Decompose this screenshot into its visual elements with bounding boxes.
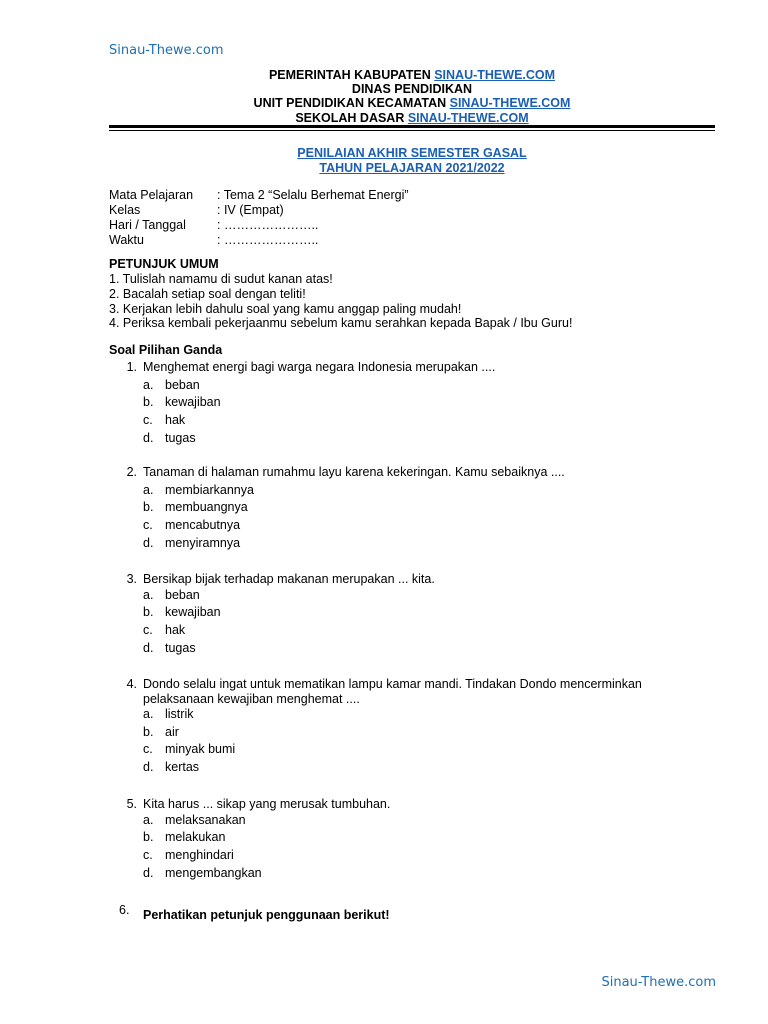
option-text: kertas <box>165 760 200 775</box>
info-value: : ………………….. <box>217 218 319 232</box>
exam-title-block <box>109 146 715 175</box>
option-text: hak <box>165 412 186 427</box>
answer-option <box>109 622 709 640</box>
info-row <box>109 188 409 203</box>
option-text: beban <box>165 377 200 392</box>
instructions-title: PETUNJUK UMUM <box>109 257 219 271</box>
question-number: 4. <box>126 677 137 691</box>
info-label: Waktu <box>109 233 144 247</box>
answer-option <box>109 741 709 759</box>
option-letter: d. <box>143 640 154 655</box>
answer-option <box>109 812 709 830</box>
question-number: 3. <box>126 572 137 586</box>
option-letter: b. <box>143 605 154 620</box>
answer-option <box>109 706 709 724</box>
answer-option <box>109 640 709 658</box>
question-5 <box>109 797 709 882</box>
answer-option <box>109 535 709 553</box>
exam-title: PENILAIAN AKHIR SEMESTER GASAL <box>297 146 527 160</box>
option-letter: b. <box>143 724 154 739</box>
answer-option <box>109 377 709 395</box>
answer-option <box>109 412 709 430</box>
option-letter: c. <box>143 517 153 532</box>
school-header <box>109 68 715 125</box>
option-text: tugas <box>165 640 196 655</box>
header-line1-link[interactable]: SINAU-THEWE.COM <box>434 68 556 82</box>
info-value: : IV (Empat) <box>217 203 284 217</box>
option-text: mencabutnya <box>165 517 241 532</box>
question-text: Kita harus ... sikap yang merusak tumbuhan. <box>143 797 391 811</box>
info-label: Hari / Tanggal <box>109 218 186 232</box>
option-letter: a. <box>143 587 154 602</box>
question-text: Dondo selalu ingat untuk mematikan lampu kamar mandi. Tindakan Dondo mencerminkan pelaksanaan kewajiban menghemat .... <box>143 677 642 706</box>
header-line3-text: UNIT PENDIDIKAN KECAMATAN <box>253 96 450 111</box>
info-value: : ………………….. <box>217 233 319 247</box>
option-text: hak <box>165 622 186 637</box>
instruction-item: 2. Bacalah setiap soal dengan teliti! <box>109 286 306 301</box>
option-text: listrik <box>165 707 194 721</box>
option-letter: d. <box>143 865 154 880</box>
instruction-item: 1. Tulislah namamu di sudut kanan atas! <box>109 272 333 286</box>
answer-option <box>109 430 709 448</box>
option-text: menghindari <box>165 847 234 862</box>
option-text: kewajiban <box>165 605 221 620</box>
question-number: 1. <box>126 360 137 374</box>
answer-option <box>109 499 709 517</box>
answer-option <box>109 865 709 883</box>
question-6-text: Perhatikan petunjuk penggunaan berikut! <box>143 908 390 922</box>
option-letter: a. <box>143 377 154 392</box>
info-label: Kelas <box>109 203 141 217</box>
option-letter: a. <box>143 812 154 827</box>
option-letter: b. <box>143 395 154 410</box>
exam-info <box>109 188 409 248</box>
header-line4-link[interactable]: SINAU-THEWE.COM <box>407 110 529 125</box>
info-row <box>109 218 409 233</box>
instruction-item: 4. Periksa kembali pekerjaanmu sebelum kamu serahkan kepada Bapak / Ibu Guru! <box>109 316 573 331</box>
option-text: membuangnya <box>165 500 248 515</box>
info-row <box>109 203 409 218</box>
header-line4-text: SEKOLAH DASAR <box>295 110 408 125</box>
option-letter: b. <box>143 830 154 845</box>
option-letter: c. <box>143 622 153 637</box>
option-letter: c. <box>143 742 153 757</box>
section-title: Soal Pilihan Ganda <box>109 343 223 357</box>
option-text: kewajiban <box>165 395 221 410</box>
header-line1-text: PEMERINTAH KABUPATEN <box>268 68 435 82</box>
question-2 <box>109 465 709 552</box>
info-label: Mata Pelajaran <box>109 188 194 202</box>
question-text: Tanaman di halaman rumahmu layu karena kekeringan. Kamu sebaiknya .... <box>143 465 565 479</box>
option-text: membiarkannya <box>165 482 254 497</box>
question-6-number: 6. <box>119 903 130 917</box>
watermark-top-link[interactable]: Sinau-Thewe.com <box>109 43 224 58</box>
option-letter: d. <box>143 535 154 550</box>
question-text: Menghemat energi bagi warga negara Indonesia merupakan .... <box>143 360 496 374</box>
exam-year: TAHUN PELAJARAN 2021/2022 <box>319 160 505 175</box>
question-number: 2. <box>126 465 137 479</box>
question-number: 5. <box>126 797 137 811</box>
option-text: mengembangkan <box>165 865 262 880</box>
option-text: tugas <box>165 430 196 445</box>
option-text: beban <box>165 587 200 602</box>
option-text: melakukan <box>165 830 226 845</box>
answer-option <box>109 724 709 742</box>
option-letter: a. <box>143 482 154 497</box>
option-letter: a. <box>143 707 154 721</box>
option-letter: d. <box>143 430 154 445</box>
instruction-item: 3. Kerjakan lebih dahulu soal yang kamu anggap paling mudah! <box>109 301 462 316</box>
answer-option <box>109 847 709 865</box>
question-text: Bersikap bijak terhadap makanan merupakan ... kita. <box>143 572 435 586</box>
answer-option <box>109 482 709 500</box>
option-letter: c. <box>143 847 153 862</box>
option-letter: b. <box>143 500 154 515</box>
option-text: minyak bumi <box>165 742 236 757</box>
header-divider-thin <box>109 130 715 131</box>
answer-option <box>109 759 709 777</box>
header-divider-thick <box>109 125 715 128</box>
instructions-list <box>109 272 572 331</box>
header-line3-link[interactable]: SINAU-THEWE.COM <box>449 96 571 111</box>
question-4 <box>109 677 709 777</box>
answer-option <box>109 394 709 412</box>
option-text: air <box>165 724 179 739</box>
question-1 <box>109 360 709 447</box>
question-3 <box>109 572 709 657</box>
option-letter: c. <box>143 412 153 427</box>
option-text: menyiramnya <box>165 535 241 550</box>
info-row <box>109 233 409 248</box>
answer-option <box>109 517 709 535</box>
answer-option <box>109 604 709 622</box>
watermark-bottom-link[interactable]: Sinau-Thewe.com <box>601 975 716 990</box>
option-text: melaksanakan <box>165 812 246 827</box>
answer-option <box>109 587 709 605</box>
info-value: : Tema 2 “Selalu Berhemat Energi” <box>217 188 409 202</box>
option-letter: d. <box>143 760 154 775</box>
header-line2: DINAS PENDIDIKAN <box>351 82 473 97</box>
answer-option <box>109 829 709 847</box>
